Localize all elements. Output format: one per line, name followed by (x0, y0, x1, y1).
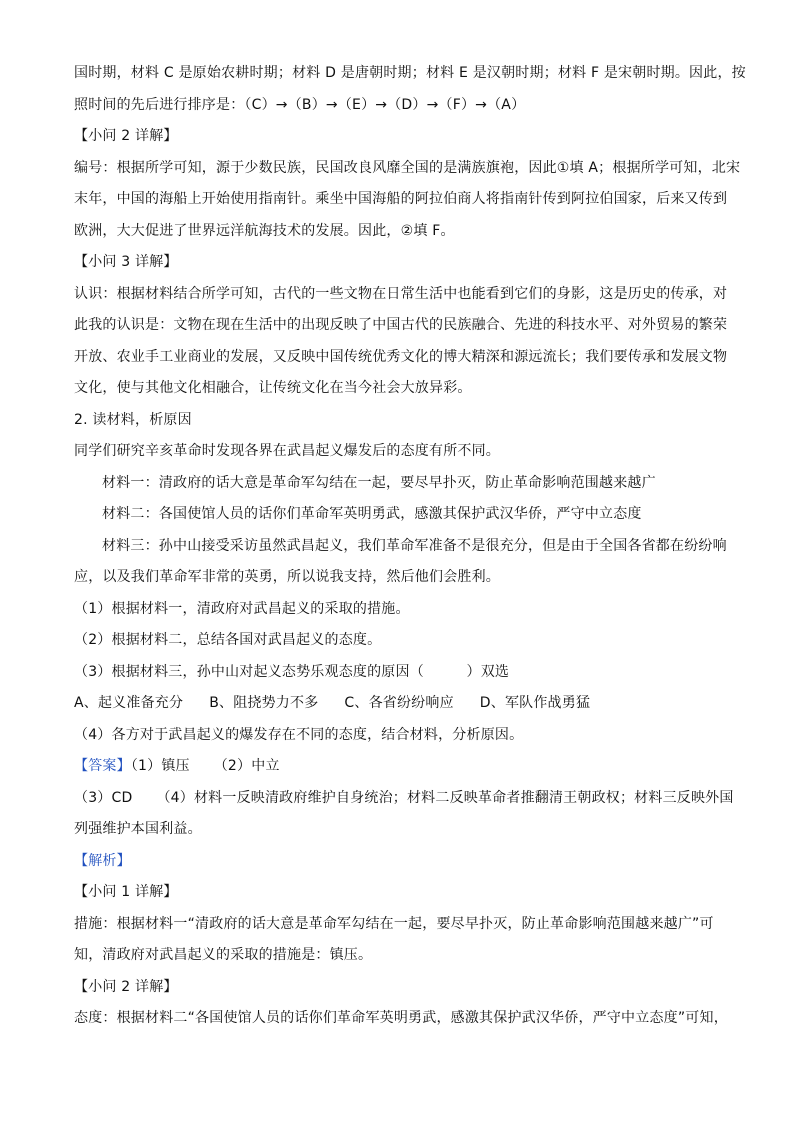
paragraph-line: 欧洲，大大促进了世界远洋航海技术的发展。因此，②填 F。 (74, 222, 455, 239)
subquestion-2: （2）根据材料二，总结各国对武昌起义的态度。 (74, 632, 382, 648)
choice-options (74, 688, 734, 720)
subquestion-1: （1）根据材料一，清政府对武昌起义的采取的措施。 (74, 600, 410, 617)
subquestion-heading: 【小问 1 详解】 (74, 884, 178, 900)
answer-label: 【答案】 (74, 758, 131, 774)
question-intro: 同学们研究辛亥革命时发现各界在武昌起义爆发后的态度有所不同。 (74, 443, 500, 459)
subquestion-heading: 【小问 3 详解】 (74, 254, 178, 270)
material-two: 材料二：各国使馆人员的话你们革命军英明勇武，感激其保护武汉华侨，严守中立态度 (102, 506, 642, 522)
paragraph-line: 知，清政府对武昌起义的采取的措施是：镇压。 (74, 947, 373, 963)
option-d: D、军队作战勇猛 (479, 695, 591, 711)
material-three-continued: 应，以及我们革命军非常的英勇，所以说我支持，然后他们会胜利。 (74, 569, 500, 585)
question-title: 2. 读材料，析原因 (74, 411, 192, 428)
material-three: 材料三：孙中山接受采访虽然武昌起义，我们革命军准备不是很充分，但是由于全国各省都在纷纷响 (102, 537, 727, 554)
answer-line (74, 751, 734, 783)
document-page (74, 58, 746, 1035)
answer-2: （2）中立 (213, 758, 280, 774)
answer-3: （3）CD (74, 789, 133, 806)
paragraph-line: 文化，使与其他文化相融合，让传统文化在当今社会大放异彩。 (74, 380, 472, 396)
answer-1: （1）镇压 (130, 758, 190, 774)
option-c: C、各省纷纷响应 (344, 695, 454, 711)
subquestion-heading: 【小问 2 详解】 (74, 128, 178, 144)
material-one: 材料一：清政府的话大意是革命军勾结在一起，要尽早扑灭，防止革命影响范围越来越广 (102, 474, 656, 491)
subquestion-heading: 【小问 2 详解】 (74, 978, 178, 995)
analysis-label: 【解析】 (74, 852, 131, 869)
paragraph-line: 此我的认识是：文物在现在生活中的出现反映了中国古代的民族融合、先进的科技水平、对外贸易的繁荣 (74, 317, 728, 333)
subquestion-4: （4）各方对于武昌起义的爆发存在不同的态度，结合材料，分析原因。 (74, 726, 524, 743)
paragraph-line: 编号：根据所学可知，源于少数民族，民国改良风靡全国的是满族旗袍，因此①填 A；根据所学可知，北宋 (74, 159, 741, 176)
option-b: B、阻挠势力不多 (209, 695, 319, 711)
paragraph-line: 措施：根据材料一“清政府的话大意是革命军勾结在一起，要尽早扑灭，防止革命影响范围越来越广”可 (74, 915, 714, 932)
paragraph-line: 国时期，材料 C 是原始农耕时期；材料 D 是唐朝时期；材料 E 是汉朝时期；材料 F 是宋朝时期。因此，按 (74, 65, 746, 81)
subquestion-3: （3）根据材料三，孙中山对起义态势乐观态度的原因（ ）双选 (74, 663, 510, 680)
option-a: A、起义准备充分 (74, 695, 184, 711)
paragraph-line: 态度：根据材料二“各国使馆人员的话你们革命军英明勇武，感激其保护武汉华侨，严守中立态度”可知， (74, 1010, 728, 1026)
answer-4: （4）材料一反映清政府维护自身统治；材料二反映革命者推翻清王朝政权；材料三反映外国 (156, 789, 734, 806)
paragraph-line: 末年，中国的海船上开始使用指南针。乘坐中国海船的阿拉伯商人将指南针传到阿拉伯国家，后来又传到 (74, 191, 728, 207)
answer-continued: 列强维护本国利益。 (74, 821, 202, 837)
paragraph-line: 开放、农业手工业商业的发展，又反映中国传统优秀文化的博大精深和源远流长；我们要传承和发展文物 (74, 348, 728, 365)
answer-line (74, 783, 734, 815)
paragraph-line: 照时间的先后进行排序是：（C）→（B）→（E）→（D）→（F）→（A） (74, 96, 526, 113)
paragraph-line: 认识：根据材料结合所学可知，古代的一些文物在日常生活中也能看到它们的身影，这是历史的传承，对 (74, 285, 728, 302)
